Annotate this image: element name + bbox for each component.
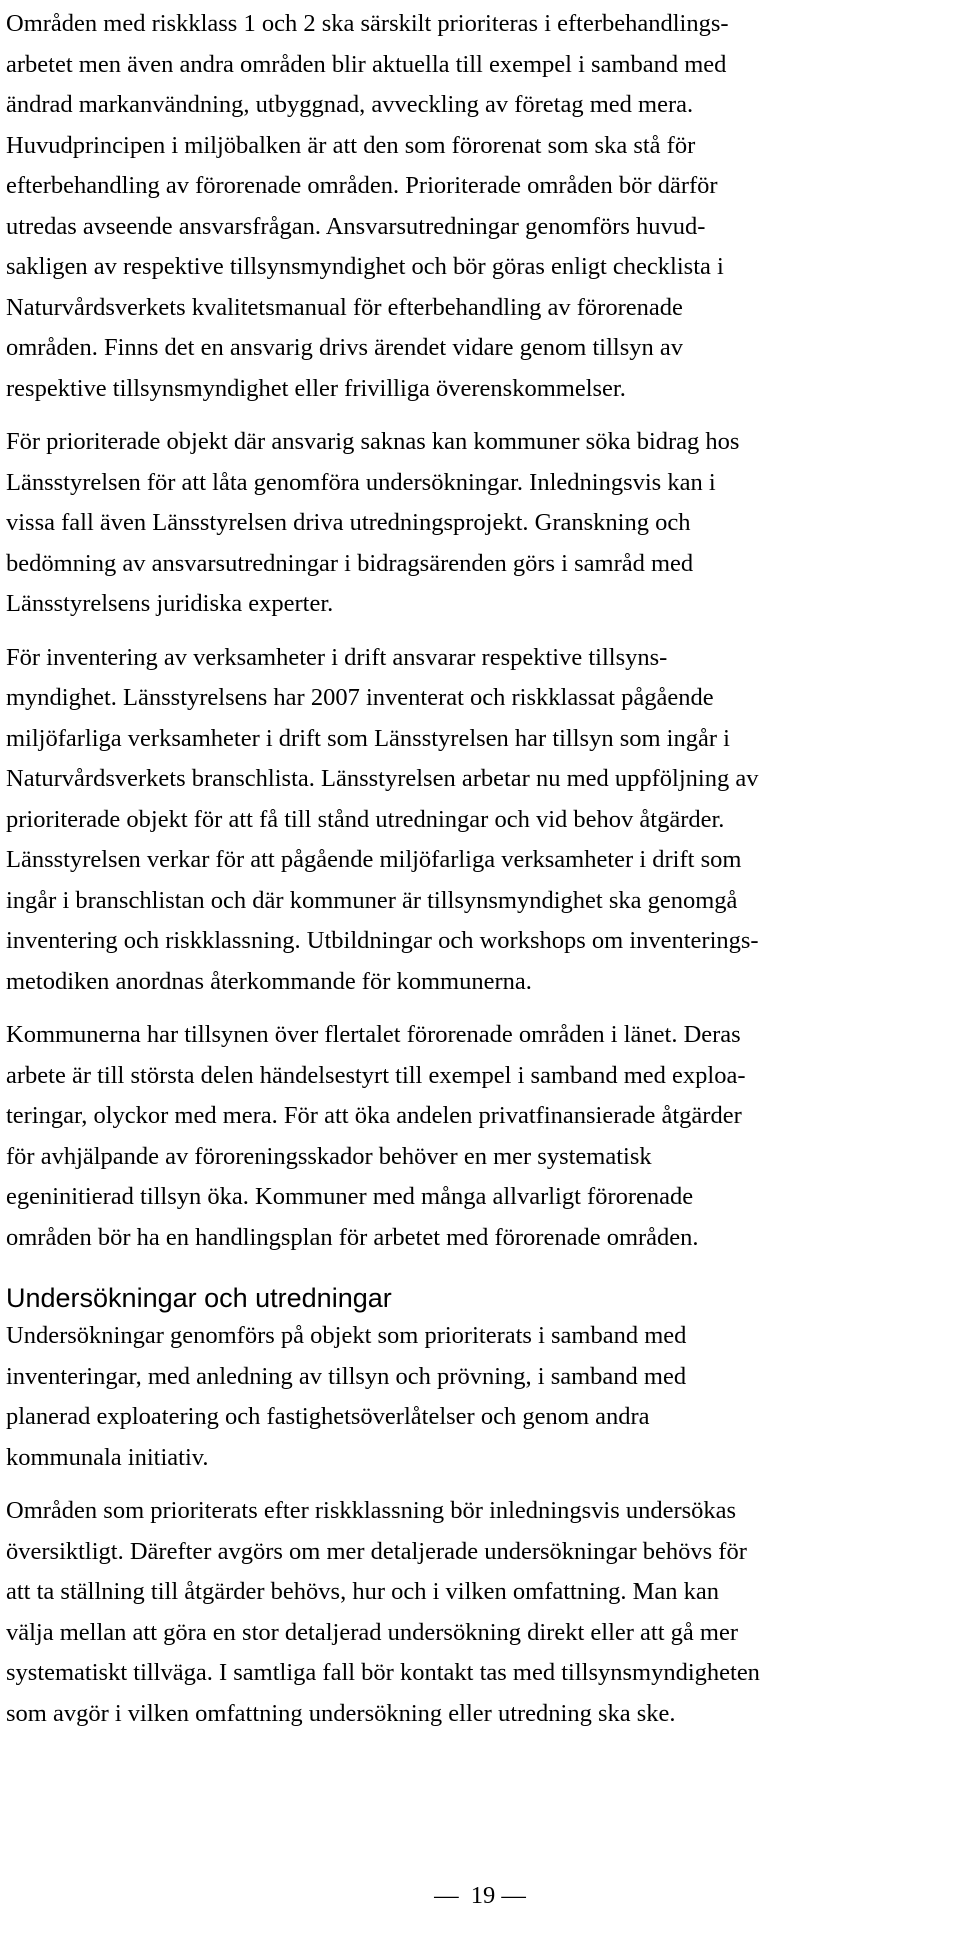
text-line: Kommunerna har tillsynen över flertalet förorenade områden i länet. Deras — [6, 1021, 741, 1048]
page-number: 19 — [470, 1882, 496, 1909]
paragraph — [6, 1491, 960, 1734]
text-line: Huvudprincipen i miljöbalken är att den som förorenat som ska stå för — [6, 131, 696, 159]
text-line: som avgör i vilken omfattning undersökning eller utredning ska ske. — [6, 1699, 676, 1727]
text-line: välja mellan att göra en stor detaljerad undersökning direkt eller att gå mer — [6, 1618, 738, 1646]
text-line: sakligen av respektive tillsynsmyndighet och bör göras enligt checklista i — [6, 253, 724, 280]
text-line: egeninitierad tillsyn öka. Kommuner med många allvarligt förorenade — [6, 1183, 694, 1210]
text-line: Länsstyrelsen verkar för att pågående miljöfarliga verksamheter i drift som — [6, 846, 742, 873]
paragraph — [6, 4, 960, 409]
paragraph-spacer — [6, 625, 960, 638]
paragraph — [6, 1015, 960, 1258]
text-line: ändrad markanvändning, utbyggnad, avveckling av företag med mera. — [6, 91, 694, 118]
text-line: inventeringar, med anledning av tillsyn och prövning, i samband med — [6, 1362, 687, 1390]
paragraph-spacer — [6, 1002, 960, 1015]
text-line: Naturvårdsverkets branschlista. Länsstyrelsen arbetar nu med uppföljning av — [6, 765, 759, 792]
text-line: ingår i branschlistan och där kommuner är tillsynsmyndighet ska genomgå — [6, 886, 738, 914]
page-footer — [0, 1880, 960, 1912]
text-line: efterbehandling av förorenade områden. Prioriterade områden bör därför — [6, 172, 718, 199]
document-body — [6, 4, 960, 1734]
text-line: myndighet. Länsstyrelsens har 2007 inventerat och riskklassat pågående — [6, 684, 714, 711]
page-number-dash-left: — — [434, 1882, 459, 1909]
paragraph-spacer — [6, 409, 960, 422]
text-line: teringar, olyckor med mera. För att öka andelen privatfinansierade åtgärder — [6, 1102, 742, 1129]
text-line: respektive tillsynsmyndighet eller frivilliga överenskommelser. — [6, 374, 626, 402]
text-line: miljöfarliga verksamheter i drift som Länsstyrelsen har tillsyn som ingår i — [6, 724, 730, 752]
text-line: vissa fall även Länsstyrelsen driva utredningsprojekt. Granskning och — [6, 509, 691, 536]
text-line: Områden med riskklass 1 och 2 ska särskilt prioriteras i efterbehandlings- — [6, 10, 729, 37]
section-heading: Undersökningar och utredningar — [6, 1283, 392, 1313]
text-line: planerad exploatering och fastighetsöverlåtelser och genom andra — [6, 1403, 650, 1430]
text-line: för avhjälpande av föroreningsskador behöver en mer systematisk — [6, 1142, 652, 1170]
text-line: inventering och riskklassning. Utbildningar och workshops om inventerings- — [6, 927, 759, 954]
text-line: systematiskt tillväga. I samtliga fall bör kontakt tas med tillsynsmyndigheten — [6, 1659, 760, 1686]
text-line: arbete är till största delen händelsestyrt till exempel i samband med exploa- — [6, 1061, 746, 1089]
text-line: Undersökningar genomförs på objekt som prioriterats i samband med — [6, 1322, 687, 1349]
text-line: Naturvårdsverkets kvalitetsmanual för efterbehandling av förorenade — [6, 293, 683, 321]
text-line: För prioriterade objekt där ansvarig saknas kan kommuner söka bidrag hos — [6, 428, 740, 455]
text-line: områden. Finns det en ansvarig drivs ärendet vidare genom tillsyn av — [6, 334, 683, 361]
text-line: Länsstyrelsens juridiska experter. — [6, 590, 334, 617]
page-number-dash-right: — — [501, 1882, 526, 1909]
text-line: prioriterade objekt för att få till stånd utredningar och vid behov åtgärder. — [6, 805, 725, 833]
text-line: områden bör ha en handlingsplan för arbetet med förorenade områden. — [6, 1223, 699, 1251]
text-line: översiktligt. Därefter avgörs om mer detaljerade undersökningar behövs för — [6, 1537, 747, 1565]
text-line: att ta ställning till åtgärder behövs, hur och i vilken omfattning. Man kan — [6, 1578, 720, 1605]
paragraph — [6, 638, 960, 1003]
paragraph — [6, 422, 960, 625]
paragraph-spacer — [6, 1478, 960, 1491]
text-line: metodiken anordnas återkommande för kommunerna. — [6, 967, 532, 995]
text-line: kommunala initiativ. — [6, 1443, 209, 1471]
text-line: Områden som prioriterats efter riskklassning bör inledningsvis undersökas — [6, 1497, 737, 1524]
text-line: arbetet men även andra områden blir aktuella till exempel i samband med — [6, 50, 727, 78]
text-line: utredas avseende ansvarsfrågan. Ansvarsutredningar genomförs huvud- — [6, 212, 706, 240]
text-line: För inventering av verksamheter i drift ansvarar respektive tillsyns- — [6, 643, 668, 671]
section-spacer — [6, 1258, 960, 1280]
text-line: Länsstyrelsen för att låta genomföra undersökningar. Inledningsvis kan i — [6, 468, 716, 496]
text-line: bedömning av ansvarsutredningar i bidragsärenden görs i samråd med — [6, 549, 694, 577]
paragraph — [6, 1316, 960, 1478]
